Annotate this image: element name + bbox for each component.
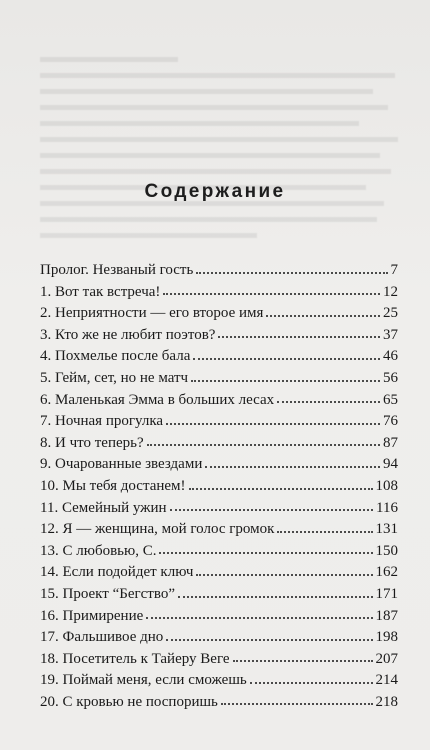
toc-dot-leader bbox=[218, 336, 380, 338]
toc-dot-leader bbox=[191, 380, 380, 382]
toc-entry bbox=[40, 368, 398, 390]
toc-entry bbox=[40, 282, 398, 304]
toc-entry-title: 3. Кто же не любит поэтов? bbox=[40, 326, 216, 343]
toc-entry bbox=[40, 606, 398, 628]
toc-entry-title: 6. Маленькая Эмма в больших лесах bbox=[40, 391, 275, 408]
toc-entry bbox=[40, 562, 398, 584]
toc-entry bbox=[40, 411, 398, 433]
toc-entry-title: 7. Ночная прогулка bbox=[40, 413, 164, 430]
toc-entry-title: 10. Мы тебя достанем! bbox=[40, 477, 186, 494]
toc-entry-title: 11. Семейный ужин bbox=[40, 499, 167, 516]
toc-entry-title: 13. С любовью, С. bbox=[40, 542, 157, 559]
toc-dot-leader bbox=[277, 401, 380, 403]
toc-entry-page-number: 218 bbox=[375, 693, 398, 710]
toc-entry bbox=[40, 584, 398, 606]
toc-entry bbox=[40, 541, 398, 563]
toc-entry-title: 14. Если подойдет ключ bbox=[40, 564, 194, 581]
toc-entry-title: 5. Гейм, сет, но не матч bbox=[40, 369, 189, 386]
toc-entry-page-number: 76 bbox=[383, 413, 398, 430]
toc-entry bbox=[40, 303, 398, 325]
table-of-contents bbox=[40, 260, 398, 713]
toc-entry bbox=[40, 519, 398, 541]
toc-entry bbox=[40, 260, 398, 282]
toc-entry bbox=[40, 498, 398, 520]
toc-dot-leader bbox=[233, 660, 373, 662]
toc-entry-title: 17. Фальшивое дно bbox=[40, 629, 164, 646]
toc-dot-leader bbox=[250, 682, 373, 684]
toc-entry bbox=[40, 390, 398, 412]
toc-entry-page-number: 25 bbox=[383, 305, 398, 322]
toc-entry-page-number: 7 bbox=[390, 262, 398, 278]
toc-entry-title: 1. Вот так встреча! bbox=[40, 283, 161, 300]
toc-dot-leader bbox=[277, 531, 372, 533]
toc-entry-page-number: 37 bbox=[383, 326, 398, 343]
toc-entry-page-number: 46 bbox=[383, 348, 398, 365]
toc-dot-leader bbox=[166, 639, 372, 641]
toc-entry-page-number: 207 bbox=[375, 650, 398, 667]
page-title: Содержание bbox=[144, 180, 286, 202]
toc-entry-page-number: 56 bbox=[383, 369, 398, 386]
toc-entry-title: 16. Примирение bbox=[40, 607, 144, 624]
toc-entry bbox=[40, 670, 398, 692]
toc-entry-title: 9. Очарованные звездами bbox=[40, 456, 203, 473]
toc-entry bbox=[40, 476, 398, 498]
toc-entry-title: 15. Проект “Бегство” bbox=[40, 585, 175, 602]
toc-entry-page-number: 187 bbox=[375, 607, 398, 624]
toc-dot-leader bbox=[166, 423, 380, 425]
toc-entry-page-number: 65 bbox=[383, 391, 398, 408]
toc-entry-title: 8. И что теперь? bbox=[40, 434, 144, 451]
toc-entry bbox=[40, 325, 398, 347]
toc-entry bbox=[40, 346, 398, 368]
toc-entry-page-number: 150 bbox=[375, 542, 398, 559]
toc-entry-title: Пролог. Незваный гость bbox=[40, 262, 194, 278]
toc-entry-page-number: 162 bbox=[375, 564, 398, 581]
toc-entry-title: 4. Похмелье после бала bbox=[40, 348, 191, 365]
toc-dot-leader bbox=[193, 358, 380, 360]
toc-dot-leader bbox=[189, 488, 373, 490]
toc-entry-title: 2. Неприятности — его второе имя bbox=[40, 305, 264, 322]
toc-entry-page-number: 131 bbox=[375, 521, 398, 538]
toc-entry-title: 19. Поймай меня, если сможешь bbox=[40, 672, 247, 689]
toc-entry-title: 20. С кровью не поспоришь bbox=[40, 693, 218, 710]
toc-entry bbox=[40, 692, 398, 714]
toc-dot-leader bbox=[196, 272, 387, 274]
toc-entry bbox=[40, 627, 398, 649]
toc-entry bbox=[40, 649, 398, 671]
toc-dot-leader bbox=[146, 617, 372, 619]
toc-entry-page-number: 214 bbox=[375, 672, 398, 689]
toc-entry-page-number: 171 bbox=[375, 585, 398, 602]
toc-entry bbox=[40, 454, 398, 476]
toc-entry-page-number: 87 bbox=[383, 434, 398, 451]
toc-dot-leader bbox=[221, 703, 373, 705]
toc-entry-title: 12. Я — женщина, мой голос громок bbox=[40, 521, 275, 538]
toc-dot-leader bbox=[178, 596, 373, 598]
toc-entry-page-number: 108 bbox=[375, 477, 398, 494]
toc-entry bbox=[40, 433, 398, 455]
toc-dot-leader bbox=[205, 466, 380, 468]
toc-dot-leader bbox=[266, 315, 380, 317]
toc-entry-page-number: 94 bbox=[383, 456, 398, 473]
toc-entry-title: 18. Посетитель к Тайеру Веге bbox=[40, 650, 230, 667]
toc-dot-leader bbox=[196, 574, 372, 576]
toc-entry-page-number: 116 bbox=[376, 499, 398, 516]
toc-dot-leader bbox=[147, 444, 380, 446]
toc-dot-leader bbox=[170, 509, 373, 511]
toc-entry-page-number: 198 bbox=[375, 629, 398, 646]
show-through-text bbox=[40, 46, 402, 246]
toc-dot-leader bbox=[159, 552, 372, 554]
toc-dot-leader bbox=[163, 293, 380, 295]
toc-entry-page-number: 12 bbox=[383, 283, 398, 300]
